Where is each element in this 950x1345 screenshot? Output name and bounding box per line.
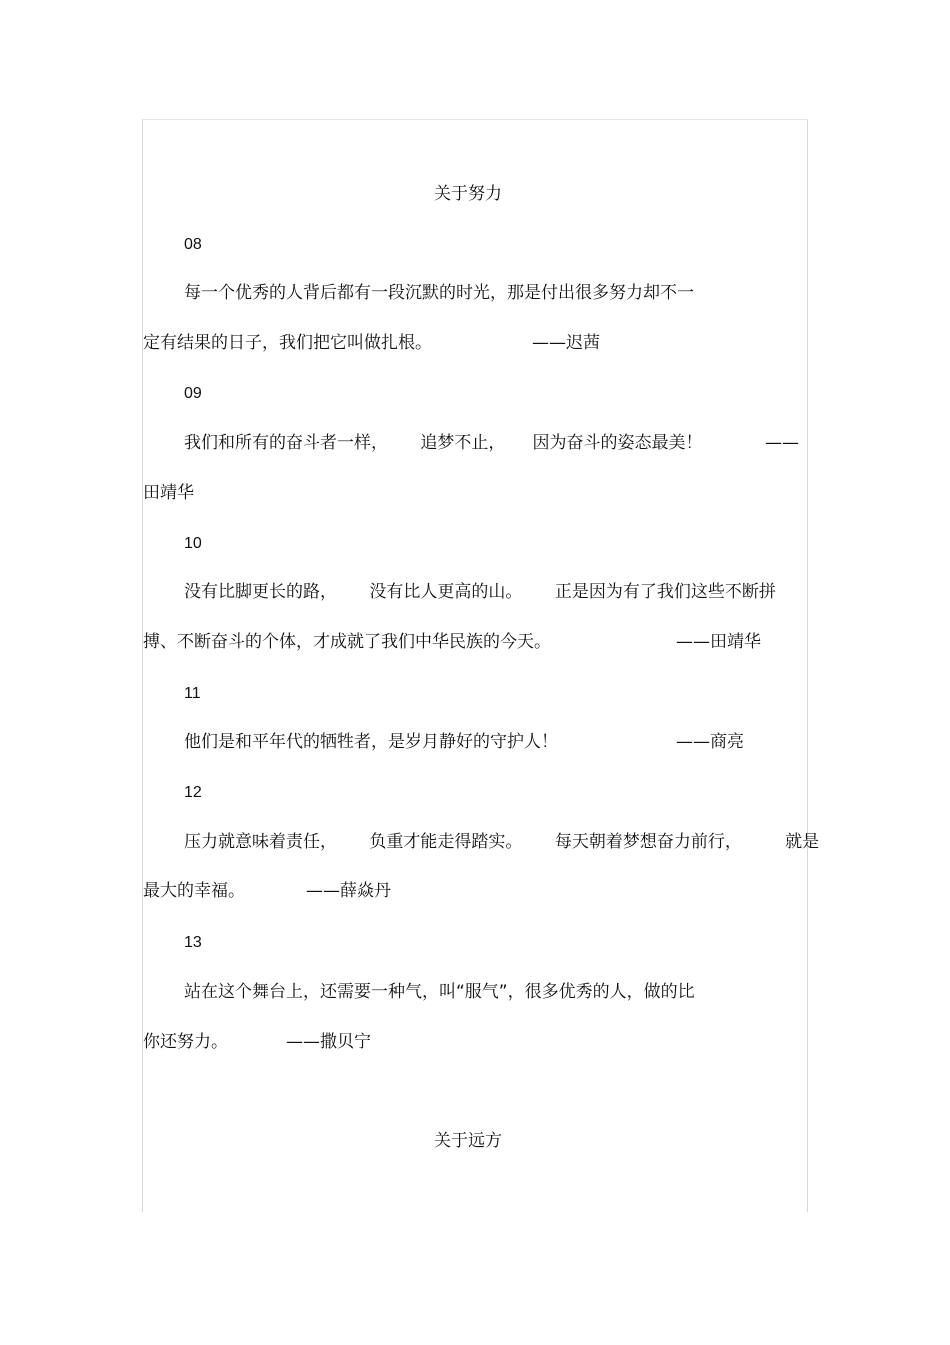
- quote-number: 08: [184, 236, 202, 253]
- quote-text: 定有结果的日子，我们把它叫做扎根。: [143, 333, 432, 353]
- quote-attribution: ——薛焱丹: [306, 881, 391, 901]
- quote-text: 每一个优秀的人背后都有一段沉默的时光，那是付出很多努力却不一: [184, 283, 694, 303]
- quote-text: 我们和所有的奋斗者一样， 追梦不止， 因为奋斗的姿态最美！: [184, 433, 703, 453]
- quote-text: 最大的幸福。: [143, 881, 245, 901]
- quote-text: 没有比脚更长的路， 没有比人更高的山。 正是因为有了我们这些不断拼: [184, 582, 776, 602]
- quote-number: 11: [184, 685, 201, 702]
- section-title: 关于远方: [434, 1131, 502, 1151]
- quote-attribution: ——: [765, 433, 799, 453]
- quote-text: 站在这个舞台上，还需要一种气，叫“服气”，很多优秀的人，做的比: [184, 982, 695, 1002]
- quote-text: 搏、不断奋斗的个体，才成就了我们中华民族的今天。: [143, 632, 551, 652]
- quote-number: 13: [184, 934, 202, 951]
- quote-attribution: ——迟茜: [532, 333, 600, 353]
- quote-number: 12: [184, 784, 202, 801]
- quote-attribution: ——商亮: [676, 732, 744, 752]
- quote-number: 09: [184, 385, 202, 402]
- quote-text: 他们是和平年代的牺牲者，是岁月静好的守护人！: [184, 732, 558, 752]
- quote-attribution-name: 田靖华: [143, 483, 194, 503]
- quote-number: 10: [184, 535, 202, 552]
- quote-attribution: ——撒贝宁: [286, 1032, 371, 1052]
- quote-text: 压力就意味着责任， 负重才能走得踏实。 每天朝着梦想奋力前行， 就是: [184, 832, 820, 852]
- quote-attribution: ——田靖华: [676, 632, 761, 652]
- quote-text: 你还努力。: [143, 1032, 228, 1052]
- section-title: 关于努力: [434, 184, 502, 204]
